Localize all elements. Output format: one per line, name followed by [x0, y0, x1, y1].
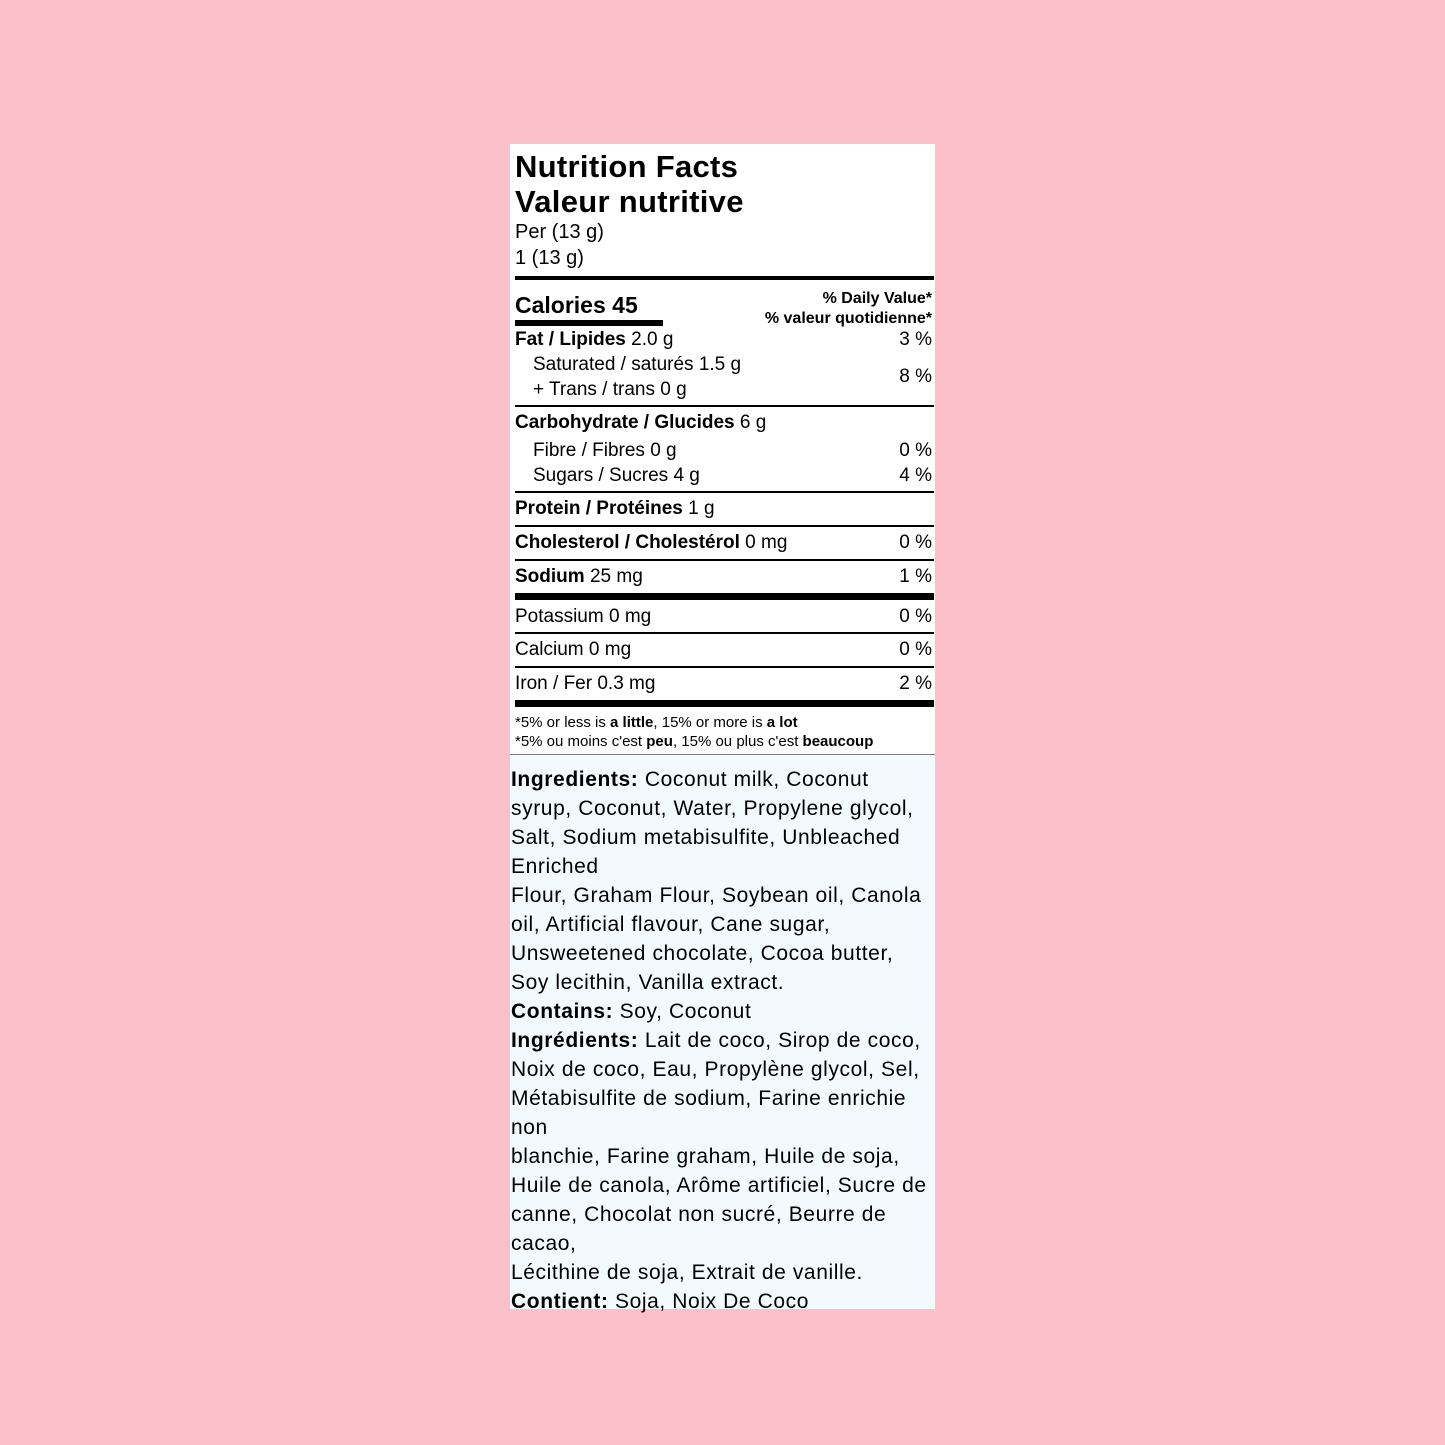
divider-heavy	[515, 700, 934, 707]
divider-heavy	[515, 593, 934, 600]
potassium-pct: 0 %	[899, 606, 932, 627]
protein-amount: 1 g	[688, 498, 715, 519]
protein-label: Protein / Protéines	[515, 498, 683, 519]
serving-size: 1 (13 g)	[515, 247, 584, 269]
title-fr: Valeur nutritive	[515, 184, 744, 219]
dv-fr: % valeur quotidienne*	[764, 310, 932, 327]
iron-label: Iron / Fer 0.3 mg	[515, 673, 656, 694]
fat-amount: 2.0 g	[631, 329, 674, 350]
title-en: Nutrition Facts	[515, 149, 739, 184]
calcium-pct: 0 %	[899, 639, 932, 660]
sodium-label: Sodium	[515, 566, 585, 587]
calcium-label: Calcium 0 mg	[515, 639, 632, 660]
sugars-row	[515, 463, 934, 488]
fibre-pct: 0 %	[899, 440, 932, 461]
calories-underline	[515, 320, 663, 326]
fibre-label: Fibre / Fibres 0 g	[533, 440, 677, 461]
cholesterol-amount: 0 mg	[745, 532, 788, 553]
footnote-fr: *5% ou moins c'est peu, 15% ou plus c'est beaucoup	[515, 733, 874, 750]
contains-fr: Contient: Soja, Noix De Coco	[511, 1290, 810, 1313]
ingredients-fr-3: Lécithine de soja, Extrait de vanille.	[511, 1261, 863, 1284]
sugars-pct: 4 %	[899, 465, 932, 486]
footnote	[515, 707, 934, 751]
sugars-label: Sugars / Sucres 4 g	[533, 465, 700, 486]
serving-per: Per (13 g)	[515, 221, 604, 243]
fat-pct: 3 %	[899, 329, 932, 350]
ingredients-en-1: Ingredients: Coconut milk, Coconut syrup, Coconut, Water, Propylene glycol, Salt, Sodium metabisulfite, Unbleached Enriched	[511, 768, 914, 878]
carb-row	[515, 407, 934, 438]
contains-en: Contains: Soy, Coconut	[511, 1000, 752, 1023]
fat-label: Fat / Lipides	[515, 329, 626, 350]
ingredients-section	[510, 754, 935, 1313]
potassium-row	[515, 600, 934, 632]
ingredients-fr-1: Ingrédients: Lait de coco, Sirop de coco, Noix de coco, Eau, Propylène glycol, Sel, Métabisulfite de sodium, Farine enrichie non	[511, 1029, 921, 1139]
saturated-label: Saturated / saturés 1.5 g	[533, 354, 742, 375]
fat-row	[515, 328, 934, 352]
sodium-row	[515, 561, 934, 593]
protein-row	[515, 493, 934, 525]
cholesterol-label: Cholesterol / Cholestérol	[515, 532, 740, 553]
sat-trans-pct: 8 %	[899, 366, 932, 387]
trans-label: + Trans / trans 0 g	[533, 379, 687, 400]
iron-pct: 2 %	[899, 673, 932, 694]
cholesterol-row	[515, 527, 934, 559]
carb-amount: 6 g	[739, 412, 767, 433]
sodium-pct: 1 %	[899, 566, 932, 587]
ingredients-fr-2: blanchie, Farine graham, Huile de soja, Huile de canola, Arôme artificiel, Sucre de canne, Chocolat non sucré, Beurre de cacao,	[511, 1145, 927, 1255]
sat-trans-row	[515, 352, 934, 402]
footnote-en: *5% or less is a little, 15% or more is a lot	[515, 714, 798, 731]
nutrition-facts-table	[510, 144, 935, 754]
calcium-row	[515, 634, 934, 666]
daily-value-header	[765, 289, 932, 329]
carb-label: Carbohydrate / Glucides	[515, 412, 735, 433]
calories-row	[515, 280, 934, 328]
nutrition-label-panel	[510, 144, 935, 1313]
ingredients-en-2: Flour, Graham Flour, Soybean oil, Canola oil, Artificial flavour, Cane sugar, Unsweetened chocolate, Cocoa butter, Soy lecithin, Vanilla extract.	[511, 884, 922, 994]
potassium-label: Potassium 0 mg	[515, 606, 652, 627]
sodium-amount: 25 mg	[589, 566, 643, 587]
calories: Calories 45	[515, 292, 638, 318]
fibre-row	[515, 438, 934, 463]
cholesterol-pct: 0 %	[899, 532, 932, 553]
iron-row	[515, 668, 934, 700]
dv-en: % Daily Value*	[822, 290, 932, 307]
